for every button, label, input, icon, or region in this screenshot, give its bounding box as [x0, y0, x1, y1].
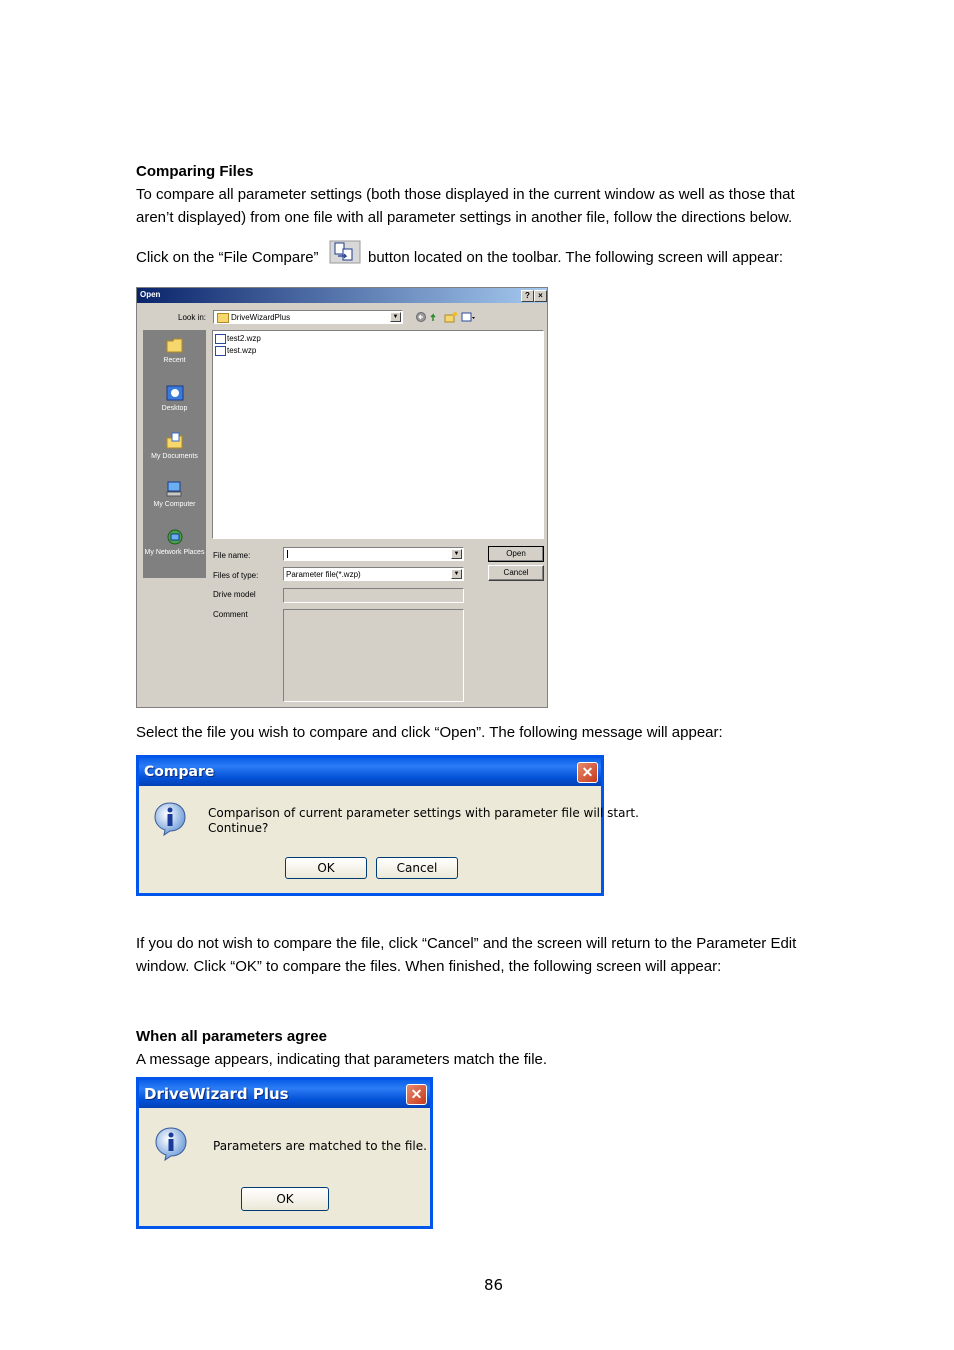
file-name: test2.wzp [227, 334, 261, 343]
text-cursor [287, 550, 288, 558]
compare-message-line-1: Comparison of current parameter settings with parameter file will start. [208, 806, 639, 820]
ok-button[interactable]: OK [241, 1187, 329, 1211]
intro-line-2: aren’t displayed) from one file with all parameter settings in another file, follow the directions below. [136, 209, 793, 226]
click-instruction-after: button located on the toolbar. The following screen will appear: [368, 249, 783, 266]
place-label: My Computer [153, 501, 196, 508]
chevron-down-icon[interactable]: ▼ [451, 569, 462, 579]
file-icon [215, 334, 226, 344]
select-instruction: Select the file you wish to compare and click “Open”. The following message will appear: [136, 724, 723, 741]
back-icon[interactable] [415, 311, 427, 323]
place-my-network[interactable] [143, 528, 206, 557]
place-label: My Network Places [144, 549, 205, 556]
open-file-dialog [136, 287, 548, 708]
my-documents-icon [165, 432, 185, 450]
look-in-combo[interactable] [213, 310, 403, 324]
section-heading-all-agree: When all parameters agree [136, 1028, 327, 1045]
folder-icon [217, 313, 229, 323]
file-name-input[interactable] [283, 547, 464, 561]
place-my-computer[interactable] [143, 480, 206, 509]
close-icon: ✕ [410, 1086, 423, 1102]
info-icon [152, 801, 188, 837]
match-dialog-title: DriveWizard Plus [144, 1085, 289, 1103]
match-dialog [136, 1077, 433, 1229]
file-icon [215, 346, 226, 356]
match-message: Parameters are matched to the file. [213, 1139, 427, 1153]
cancel-explanation-line-1: If you do not wish to compare the file, click “Cancel” and the screen will return to the Parameter Edit [136, 935, 797, 952]
network-places-icon [165, 528, 185, 546]
cancel-button[interactable]: Cancel [376, 857, 458, 879]
desktop-icon [165, 384, 185, 402]
view-menu-icon[interactable] [461, 311, 477, 323]
new-folder-icon[interactable] [444, 311, 458, 323]
match-dialog-titlebar [139, 1080, 430, 1108]
my-computer-icon [165, 480, 185, 498]
look-in-value: DriveWizardPlus [231, 313, 291, 322]
files-of-type-select[interactable] [283, 567, 464, 581]
cancel-button[interactable]: Cancel [488, 565, 544, 581]
open-dialog-titlebar [137, 288, 547, 303]
look-in-label: Look in: [178, 313, 207, 322]
agree-description: A message appears, indicating that parameters match the file. [136, 1051, 548, 1068]
click-instruction-before: Click on the “File Compare” [136, 249, 319, 266]
drive-model-field [283, 588, 464, 603]
file-name-label: File name: [213, 551, 251, 560]
drive-model-label: Drive model [213, 590, 256, 599]
chevron-down-icon[interactable]: ▼ [390, 312, 401, 322]
section-heading-comparing-files: Comparing Files [136, 163, 254, 180]
close-button[interactable]: × [534, 290, 547, 302]
close-button[interactable] [577, 762, 598, 783]
files-of-type-value: Parameter file(*.wzp) [286, 570, 361, 579]
place-my-documents[interactable] [143, 432, 206, 461]
place-desktop[interactable] [143, 384, 206, 413]
file-compare-icon [329, 240, 361, 264]
intro-line-1: To compare all parameter settings (both those displayed in the current window as well as those that [136, 186, 795, 203]
place-label: Desktop [161, 405, 188, 412]
close-icon: ✕ [581, 764, 594, 780]
open-button[interactable]: Open [488, 546, 544, 562]
cancel-explanation-line-2: window. Click “OK” to compare the files. When finished, the following screen will appear: [136, 958, 722, 975]
comment-label: Comment [213, 610, 248, 619]
info-icon [153, 1126, 189, 1162]
comment-field [283, 609, 464, 702]
file-name: test.wzp [227, 346, 257, 355]
close-button[interactable] [406, 1084, 427, 1105]
open-dialog-title: Open [140, 290, 161, 299]
compare-dialog [136, 755, 639, 896]
help-button[interactable]: ? [521, 290, 534, 302]
place-recent[interactable] [143, 336, 206, 365]
files-of-type-label: Files of type: [213, 571, 259, 580]
page-number: 86 [484, 1276, 504, 1294]
compare-message-line-2: Continue? [208, 821, 269, 835]
chevron-down-icon[interactable]: ▼ [451, 549, 462, 559]
file-list[interactable] [212, 330, 544, 539]
compare-dialog-titlebar [139, 758, 601, 786]
place-label: My Documents [151, 453, 198, 460]
place-label: Recent [163, 357, 186, 364]
up-folder-icon[interactable] [429, 311, 441, 323]
recent-folder-icon [165, 336, 185, 354]
places-bar [143, 330, 206, 578]
ok-button[interactable]: OK [285, 857, 367, 879]
compare-dialog-title: Compare [144, 764, 215, 780]
